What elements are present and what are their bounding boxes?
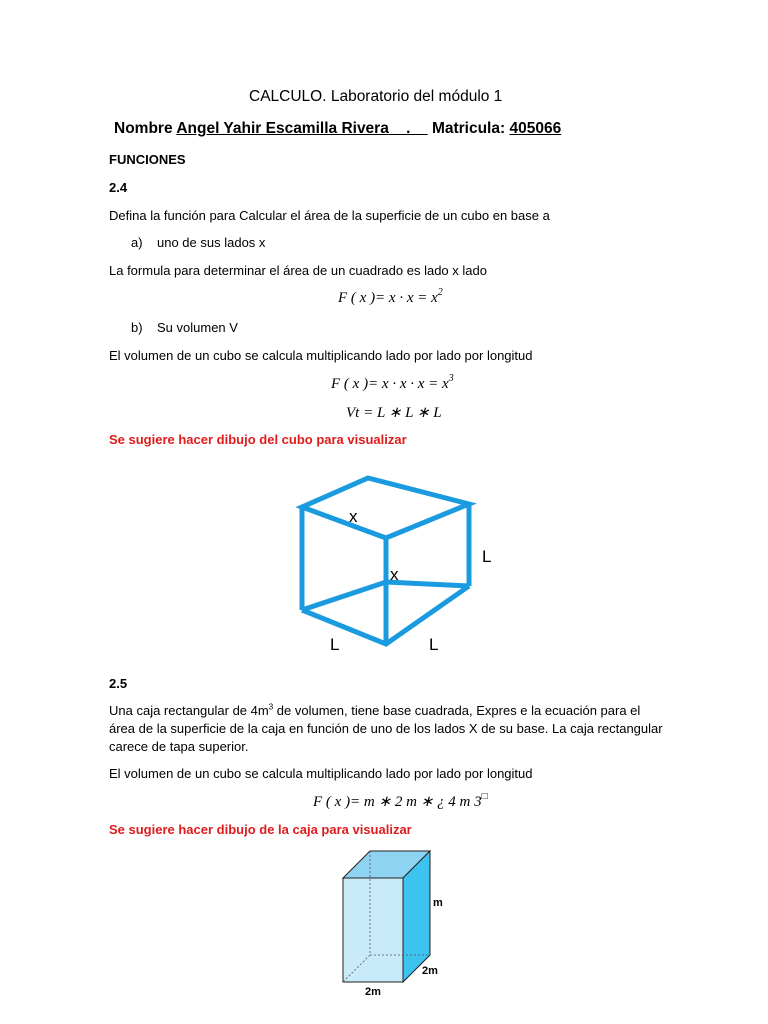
volume-text-25: El volumen de un cubo se calcula multiplicando lado por lado por longitud (109, 766, 533, 781)
equation-volume: F ( x )= $x \cdot x \cdot x = x^3$ (331, 373, 454, 392)
hint-cube: Se sugiere hacer dibujo del cubo para visualizar (109, 432, 407, 447)
equation-area: F ( x )= $x \cdot x = x^2$ (338, 287, 443, 306)
matricula-value: 405066 (509, 120, 562, 137)
item-a-text: uno de sus lados x (157, 235, 266, 250)
problem-24-statement: Defina la función para Calcular el área de la superficie de un cubo en base a (109, 208, 550, 223)
volume-text-24: El volumen de un cubo se calcula multiplicando lado por lado por longitud (109, 348, 533, 363)
cube-label-bottom-left: L (330, 635, 340, 654)
item-a-marker: a) (131, 235, 143, 250)
box-label-width: 2m (365, 986, 381, 998)
name-label: Nombre (114, 120, 173, 137)
cube-top-face (302, 478, 469, 538)
cube-edges (302, 478, 469, 644)
cube-label-right: L (482, 547, 492, 566)
item-b-text: Su volumen V (157, 320, 238, 335)
box-label-depth: 2m (422, 965, 438, 977)
item-b-marker: b) (131, 320, 143, 335)
area-formula-text: La formula para determinar el área de un cuadrado es lado x lado (109, 263, 487, 278)
cube-label-top: x (349, 507, 358, 526)
cube-vertical-edges (302, 504, 469, 644)
box-diagram (330, 845, 460, 1005)
cube-label-bottom-right: L (429, 635, 439, 654)
equation-vt: Vt = L ∗ L ∗ L (346, 405, 442, 421)
document-title: CALCULO. Laboratorio del módulo 1 (249, 88, 503, 105)
name-value: Angel Yahir Escamilla Rivera . (176, 120, 411, 137)
section-title: FUNCIONES (109, 152, 186, 167)
box-front-face (343, 878, 403, 982)
problem-number-24: 2.4 (109, 180, 128, 195)
matricula-label: Matricula: (431, 120, 506, 137)
cube-label-middle: x (390, 565, 399, 584)
problem-25-line2: área de la superficie de la caja en función de uno de los lados X de su base. La caja rectangular (109, 721, 663, 736)
problem-25-line3: carece de tapa superior. (109, 739, 249, 754)
box-label-height: m (433, 897, 443, 909)
hint-box: Se sugiere hacer dibujo de la caja para visualizar (109, 822, 412, 837)
problem-25-line1: Una caja rectangular de $4m^3$ de volumen, tiene base cuadrada, Expres e la ecuación para el (109, 702, 641, 718)
cube-diagram (280, 470, 520, 660)
equation-box: F ( x )= m ∗ 2 m ∗ ¿ 4 m 3□ (313, 791, 488, 810)
problem-number-25: 2.5 (109, 676, 128, 691)
student-info-line (114, 120, 561, 138)
